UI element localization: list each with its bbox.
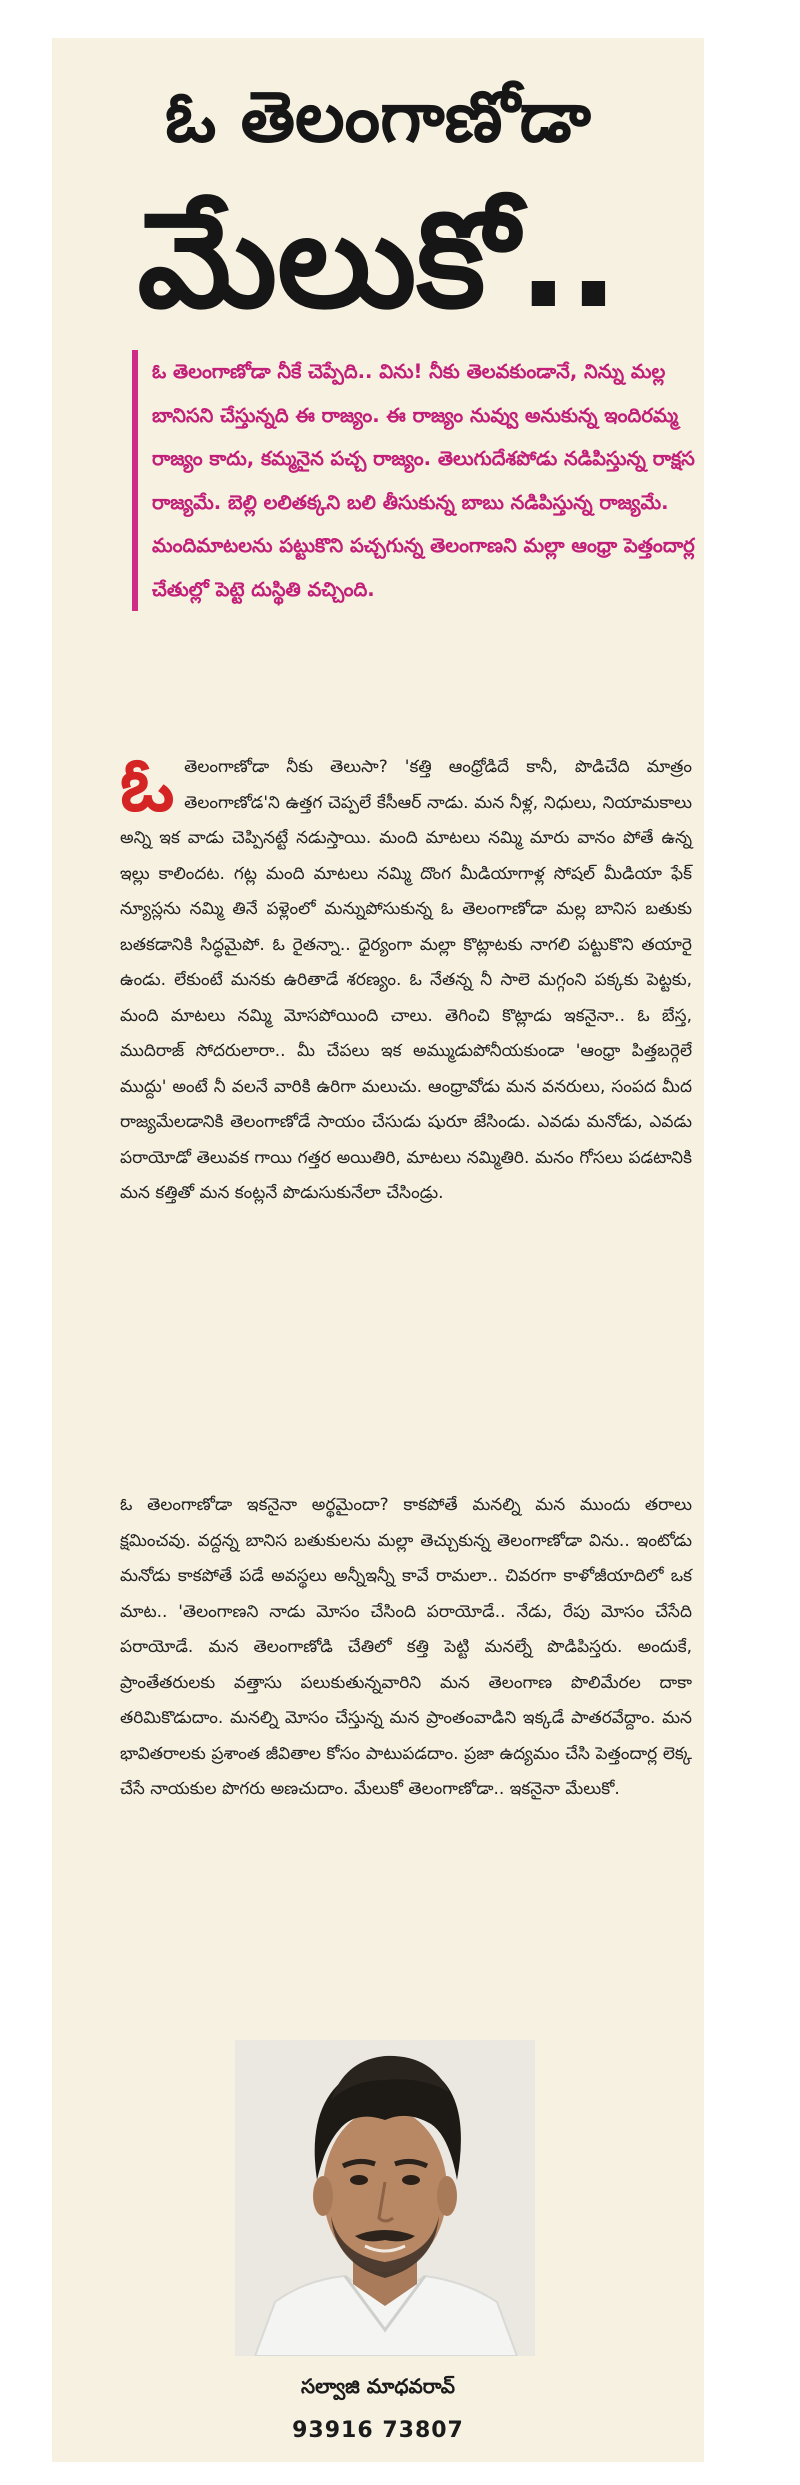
body-paragraph-1 [120, 742, 692, 1212]
drop-cap: ఓ [120, 742, 175, 828]
headline-line-2: మేలుకో.. [137, 184, 619, 338]
newspaper-clipping [52, 38, 704, 2462]
paragraph-1-text: తెలంగాణోడా నీకు తెలుసా? 'కత్తి ఆంధ్రోడిదే కానీ, పొడిచేది మాత్రం తెలంగాణోడ'ని ఉత్తగ చెప్పలే కేసీఆర్ నాడు. మన నీళ్ల, నిధులు, నియామకాలు అన్ని ఇక వాడు చెప్పినట్టే నడుస్తాయి. మంది మాటలు నమ్మి మారు వానం పోతే ఉన్న ఇల్లు కాలిందట. గట్ల మంది మాటలు నమ్మి దొంగ మీడియాగాళ్ల సోషల్ మీడియా ఫేక్ న్యూస్లను నమ్మి తినే పళ్లెంలో మన్నుపోసుకున్న ఓ తెలంగాణోడా మల్ల బానిస బతుకు బతకడానికి సిద్ధమైపో. ఓ రైతన్నా.. ధైర్యంగా మల్లా కొట్లాటకు నాగలి పట్టుకొని తయారై ఉండు. లేకుంటే మనకు ఉరితాడే శరణ్యం. ఓ నేతన్న నీ సాలె మగ్గంని పక్కకు పెట్టకు, మంది మాటలు నమ్మి మోసపోయింది చాలు. తెగించి కొట్లాడు ఇకనైనా.. ఓ బేస్త, ముదిరాజ్ సోదరులారా.. మీ చేపలు ఇక అమ్ముడుపోనీయకుండా 'ఆంధ్రా పిత్తబర్గెలే ముద్దు' అంటే నీ వలనే వారికి ఉరిగా మలుచు. ఆంధ్రావోడు మన వనరులు, సంపద మీద రాజ్యమేలడానికి తెలంగాణోడే సాయం చేసుడు షురూ జేసిండు. ఎవడు మనోడు, ఎవడు పరాయోడో తెలువక గాయి గత్తర అయితిరి, మాటలు నమ్మితిరి. మనం గోసలు పడటానికి మన కత్తితో మన కంట్లనే పొడుసుకునేలా చేసిండ్రు. [120, 757, 692, 1203]
headline-line-1: ఓ తెలంగాణోడా [165, 76, 591, 158]
author-name: సల్వాజి మాధవరావ్ [301, 2374, 455, 2398]
author-portrait-illustration [235, 2040, 535, 2356]
author-photo [235, 2040, 535, 2356]
intro-blurb: ఓ తెలంగాణోడా నీకే చెప్పేది.. విను! నీకు తెలవకుండానే, నిన్ను మల్ల బానిసని చేస్తున్నది ఈ రాజ్యం. ఈ రాజ్యం నువ్వు అనుకున్న ఇందిరమ్మ రాజ్యం కాదు, కమ్మనైన పచ్చ రాజ్యం. తెలుగుదేశపోడు నడిపిస్తున్న రాక్షస రాజ్యమే. బెల్లి లలితక్కని బలి తీసుకున్న బాబు నడిపిస్తున్న రాజ్యమే. మందిమాటలను పట్టుకొని పచ్చగున్న తెలంగాణని మల్లా ఆంధ్రా పెత్తందార్ల చేతుల్లో పెట్టె దుస్థితి వచ్చింది. [132, 350, 702, 611]
body-paragraph-2: ఓ తెలంగాణోడా ఇకనైనా అర్థమైందా? కాకపోతే మనల్ని మన ముందు తరాలు క్షమించవు. వద్దన్న బానిస బతుకులను మల్లా తెచ్చుకున్న తెలంగాణోడా విను.. ఇంటోడు మనోడు కాకపోతే పడే అవస్థలు అన్నీఇన్నీ కావే రామలా.. చివరగా కాళోజీయాదిలో ఒక మాట.. 'తెలంగాణని నాడు మోసం చేసింది పరాయోడే.. నేడు, రేపు మోసం చేసేది పరాయోడే. మన తెలంగాణోడి చేతిలో కత్తి పెట్టి మనల్నే పొడిపిస్తరు. అందుకే, ప్రాంతేతరులకు వత్తాసు పలుకుతున్నవారిని మన తెలంగాణ పొలిమేరల దాకా తరిమికొడుదాం. మనల్ని మోసం చేస్తున్న మన ప్రాంతంవాడిని ఇక్కడే పాతరవేద్దాం. మన భావితరాలకు ప్రశాంత జీవితాల కోసం పాటుపడదాం. ప్రజా ఉద్యమం చేసి పెత్తందార్ల లెక్క చేసే నాయకుల పొగరు అణచుదాం. మేలుకో తెలంగాణోడా.. ఇకనైనా మేలుకో. [120, 1495, 692, 1799]
author-phone: 93916 73807 [292, 2418, 464, 2443]
